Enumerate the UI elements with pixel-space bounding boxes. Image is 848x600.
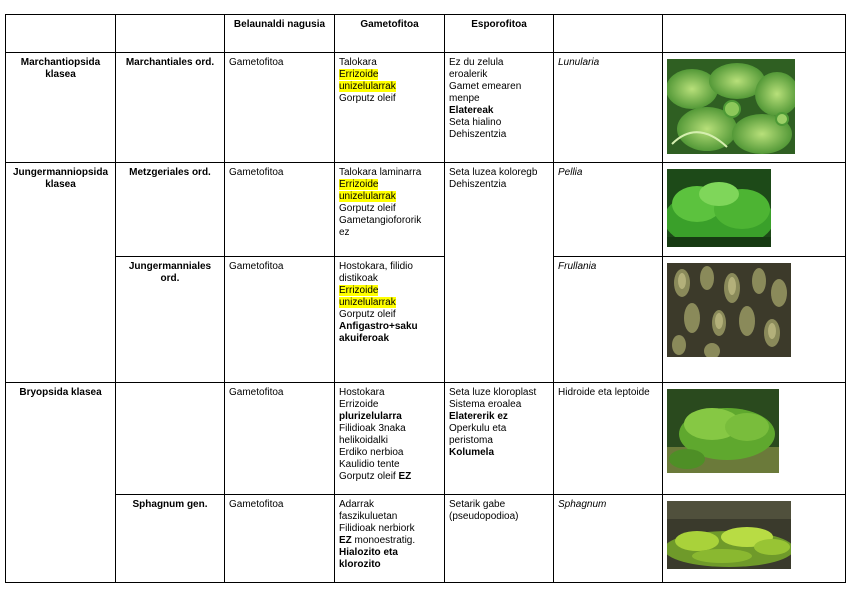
cell-text-line: Dehiszentzia (449, 129, 507, 140)
photo-cell (663, 53, 846, 163)
cell-text-line: Sistema eroalea (449, 399, 522, 410)
cell-text-line: helikoidalki (339, 435, 388, 446)
cell-text-line: unizelularrak (339, 297, 396, 308)
table-row (6, 257, 846, 383)
cell-text-line: Filidioak 3naka (339, 423, 406, 434)
cell-text-line: Anfigastro+saku (339, 321, 418, 332)
cell-text-line: Gorputz oleif (339, 203, 396, 214)
sporophyte-cell (445, 53, 554, 163)
photo-cell (663, 257, 846, 383)
cell-text-line: Hostokara, filidio (339, 261, 413, 272)
photo-cell (663, 383, 846, 495)
cell-text-line: Seta luzea koloregb (449, 167, 538, 178)
header-cell-generation: Belaunaldi nagusia (225, 15, 335, 53)
cell-text-line: Setarik gabe (449, 499, 506, 510)
gametophyte-cell (335, 163, 445, 257)
order-cell-empty (116, 383, 225, 495)
gametophyte-cell (335, 257, 445, 383)
photo-cell (663, 495, 846, 583)
cell-text-line: menpe (449, 93, 480, 104)
cell-text-line: klorozito (339, 559, 381, 570)
cell-text-line: (pseudopodioa) (449, 511, 519, 522)
cell-text-line: Gorputz oleif (339, 93, 396, 104)
table-row (6, 495, 846, 583)
table-row (6, 163, 846, 257)
cell-text-line: Erdiko nerbioa (339, 447, 404, 458)
cell-text-line: Errizoide (339, 179, 379, 190)
genus-cell: Lunularia (554, 53, 663, 163)
cell-text-line: Kaulidio tente (339, 459, 400, 470)
header-cell-gametophyte: Gametofitoa (335, 15, 445, 53)
sporophyte-cell (445, 495, 554, 583)
pellia-photo (667, 169, 771, 247)
generation-cell: Gametofitoa (225, 163, 335, 257)
cell-text-line: plurizelularra (339, 411, 402, 422)
order-cell-metzgeriales: Metzgeriales ord. (116, 163, 225, 257)
cell-text-line: eroalerik (449, 69, 488, 80)
gametophyte-cell (335, 495, 445, 583)
cell-text-line: Errizoide (339, 69, 379, 80)
cell-text-line: faszikuluetan (339, 511, 398, 522)
generation-cell: Gametofitoa (225, 383, 335, 495)
generation-cell: Gametofitoa (225, 53, 335, 163)
header-cell-genus (554, 15, 663, 53)
cell-text-line: peristoma (449, 435, 493, 446)
bryophyte-classification-table (5, 14, 846, 583)
table-row (6, 383, 846, 495)
header-cell-order (116, 15, 225, 53)
lunularia-photo (667, 59, 795, 154)
genus-cell: Sphagnum (554, 495, 663, 583)
header-cell-class (6, 15, 116, 53)
cell-text-line: Gorputz oleif EZ (339, 471, 412, 482)
genus-cell: Pellia (554, 163, 663, 257)
cell-text-line: Hialozito eta (339, 547, 398, 558)
cell-text-line: Talokara (339, 57, 377, 68)
cell-text-line: Operkulu eta (449, 423, 507, 434)
cell-text-line: Hostokara (339, 387, 385, 398)
header-cell-photo (663, 15, 846, 53)
cell-text-line: EZ monoestratig. (339, 535, 416, 546)
cell-text-line: unizelularrak (339, 81, 396, 92)
table-row (6, 53, 846, 163)
sphagnum-photo (667, 501, 791, 569)
class-cell-bryopsida: Bryopsida klasea (6, 383, 116, 583)
sporophyte-cell (445, 383, 554, 495)
cell-text-line: ez (339, 227, 350, 238)
cell-text-line: akuiferoak (339, 333, 390, 344)
order-cell-sphagnum: Sphagnum gen. (116, 495, 225, 583)
cell-text-line: Kolumela (449, 447, 495, 458)
cell-text-line: Ez du zelula (449, 57, 504, 68)
cell-text-line: Gametangiofororik (339, 215, 422, 226)
cell-text-line: distikoak (339, 273, 378, 284)
cell-text-line: Filidioak nerbiork (339, 523, 415, 534)
cell-text-line: Elatererik ez (449, 411, 508, 422)
photo-cell (663, 163, 846, 257)
gametophyte-cell (335, 53, 445, 163)
order-cell-jungermanniales: Jungermanniales ord. (116, 257, 225, 383)
cell-text-line: Adarrak (339, 499, 375, 510)
cell-text-line: Seta hialino (449, 117, 502, 128)
header-cell-sporophyte: Esporofitoa (445, 15, 554, 53)
gametophyte-cell (335, 383, 445, 495)
order-cell-marchantiales: Marchantiales ord. (116, 53, 225, 163)
cell-text-line: Talokara laminarra (339, 167, 422, 178)
genus-cell: Hidroide eta leptoide (554, 383, 663, 495)
generation-cell: Gametofitoa (225, 495, 335, 583)
generation-cell: Gametofitoa (225, 257, 335, 383)
cell-text-line: Seta luze kloroplast (449, 387, 537, 398)
class-cell-jungermanniopsida: Jungermanniopsida klasea (6, 163, 116, 383)
frullania-photo (667, 263, 791, 357)
cell-text-line: Errizoide (339, 285, 379, 296)
cell-text-line: unizelularrak (339, 191, 396, 202)
sporophyte-cell (445, 163, 554, 383)
cell-text-line: Errizoide (339, 399, 379, 410)
cell-text-line: Elatereak (449, 105, 494, 116)
cell-text-line: Gorputz oleif (339, 309, 396, 320)
cell-text-line: Dehiszentzia (449, 179, 507, 190)
class-cell-marchantiopsida: Marchantiopsida klasea (6, 53, 116, 163)
cell-text-line: Gamet emearen (449, 81, 522, 92)
header-row (6, 15, 846, 53)
moss-photo (667, 389, 779, 473)
genus-cell: Frullania (554, 257, 663, 383)
